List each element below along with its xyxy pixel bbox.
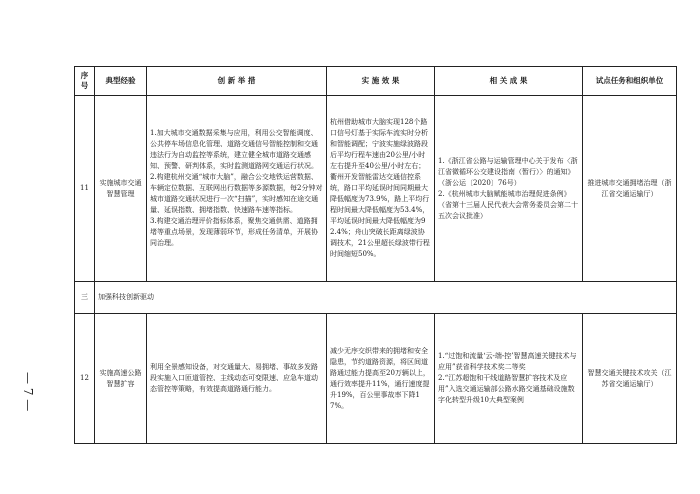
section-title: 加强科技创新驱动 <box>95 282 677 314</box>
result-item: 2.《杭州城市大脑赋能城市治理促进条例》（省第十三届人民代表大会常务委员会第二十五次会议批准） <box>438 189 578 220</box>
pilot-task-unit: 智慧交通关键技术攻关（江苏省交通运输厅） <box>583 314 677 444</box>
row-number: 12 <box>75 314 95 444</box>
related-results <box>435 96 583 282</box>
header-results: 相 关 成 果 <box>435 67 583 96</box>
header-no: 序号 <box>75 67 95 96</box>
table-row <box>75 314 677 444</box>
header-unit: 试点任务和组织单位 <box>583 67 677 96</box>
innovative-measures: 利用全景感知设备，对交通量大、易拥堵、事故多发路段实施入口匝道管控、主线动态可变限速、应急车道动态管控等策略，有效提高道路通行能力。 <box>147 314 327 444</box>
table-row <box>75 96 677 282</box>
result-item: 2.“江苏超饱和干线道路智慧扩容技术及应用”入选交通运输部公路水路交通基础设施数字化转型升级10大典型案例 <box>438 374 575 404</box>
pilot-experience-table <box>74 66 677 444</box>
pilot-task-unit: 推进城市交通拥堵治理（浙江省交通运输厅） <box>583 96 677 282</box>
typical-experience: 实施高速公路智慧扩容 <box>95 314 147 444</box>
related-results <box>435 314 583 444</box>
page-number: — 7 — <box>21 372 35 412</box>
measure-item: 1.加大城市交通数据采集与应用，利用公交智能调度、公共停车场信息化管理、道路交通信号智能控制和交通违法行为自动监控等系统，建立健全城市道路交通感知、预警、研判体系，实时监测道路网交通运行状况。 <box>150 129 318 170</box>
implementation-effects: 减少无序交织带来的拥堵和安全隐患，节约道路资源，将区间道路通过能力提高至20万辆以上，通行效率提升11%，通行速度提升19%，百公里事故率下降17%。 <box>327 314 435 444</box>
measure-item: 2.构建杭州交通“城市大脑”，融合公交地铁运营数据、车辆定位数据、互联网出行数据等多源数据，每2分钟对城市道路交通状况进行一次“扫描”，实时感知在途交通量、延误指数、拥堵指数、快速路车速等指标。 <box>150 173 323 214</box>
section-number: 三 <box>75 282 95 314</box>
result-item: 1.“过饱和流量‘云-端-控’智慧高速关键技术与应用”获省科学技术奖二等奖 <box>438 352 577 371</box>
measure-item: 3.构建交通治理评价指标体系，聚焦交通供需、道路拥堵等重点场景，发现薄弱环节，形成任务清单，开展协同治理。 <box>150 217 318 247</box>
header-experience: 典型经验 <box>95 67 147 96</box>
typical-experience: 实施城市交通智慧管理 <box>95 96 147 282</box>
header-measures: 创 新 举 措 <box>147 67 327 96</box>
implementation-effects: 杭州借助城市大脑实现128个路口信号灯基于实际车流实时分析和智能调配；宁波实施绿波路段后平均行程车速由20公里/小时左右提升至40公里/小时左右；衢州开发智能雷达交通信控系统，路口平均延误时间同期最大降低幅度为73.9%，路上平均行程时间最大降低幅度为53.4%，平均延误时间最大降低幅度为92.4%；舟山突破长距离绿波协调技术，21公里超长绿波带行程时间缩短50%。 <box>327 96 435 282</box>
innovative-measures <box>147 96 327 282</box>
row-number: 11 <box>75 96 95 282</box>
table-header-row <box>75 67 677 96</box>
header-effects: 实 施 效 果 <box>327 67 435 96</box>
result-item: 1.《浙江省公路与运输管理中心关于发布〈浙江省微循环公交建设指南（暂行）〉的通知》（浙公运〔2020〕76号） <box>438 156 578 187</box>
section-row <box>75 282 677 314</box>
